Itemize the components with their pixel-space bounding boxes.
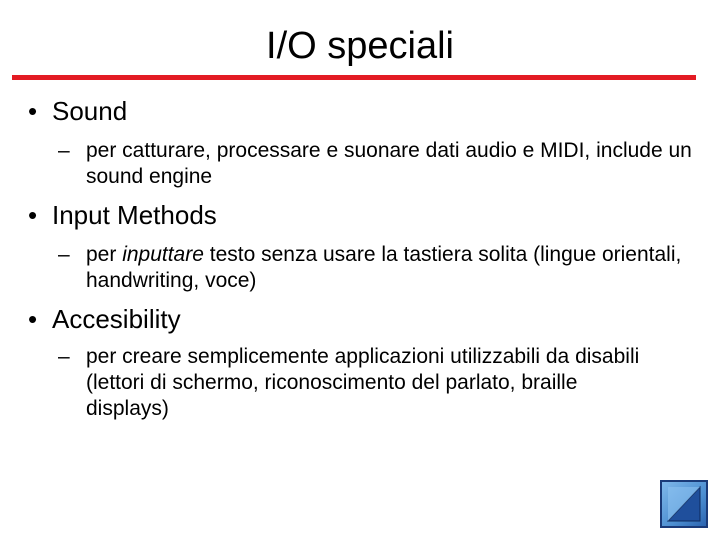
sub-bullet-text-pre: per — [86, 243, 123, 266]
sub-bullet-text-italic: inputtare — [122, 243, 204, 266]
slide-title: I/O speciali — [266, 25, 454, 67]
bullet-marker: • — [28, 96, 38, 126]
sub-bullet-input-methods — [58, 242, 698, 294]
bullet-sound — [28, 95, 127, 127]
bullet-accesibility — [28, 303, 181, 335]
bullet-label: Sound — [52, 96, 128, 126]
bullet-label: Input Methods — [52, 200, 217, 230]
dash-marker: – — [58, 345, 70, 368]
bullet-marker: • — [28, 304, 38, 334]
sub-bullet-accesibility — [58, 344, 658, 422]
bullet-input-methods — [28, 199, 217, 231]
sub-bullet-text: per creare semplicemente applicazioni utilizzabili da disabili (lettori di schermo, riconoscimento del parlato, braille displays) — [86, 345, 640, 420]
back-nav-button[interactable] — [660, 480, 708, 528]
dash-marker: – — [58, 243, 70, 266]
sub-bullet-text — [86, 242, 698, 294]
dash-marker: – — [58, 139, 70, 162]
sub-bullet-text: per catturare, processare e suonare dati audio e MIDI, include un sound engine — [86, 139, 692, 188]
sub-bullet-text-post: testo senza usare la tastiera solita (lingue orientali, handwriting, voce) — [86, 243, 682, 292]
back-triangle-icon — [662, 482, 706, 526]
bullet-label: Accesibility — [52, 304, 181, 334]
title-underline — [12, 75, 696, 80]
sub-bullet-sound — [58, 138, 698, 190]
bullet-marker: • — [28, 200, 38, 230]
